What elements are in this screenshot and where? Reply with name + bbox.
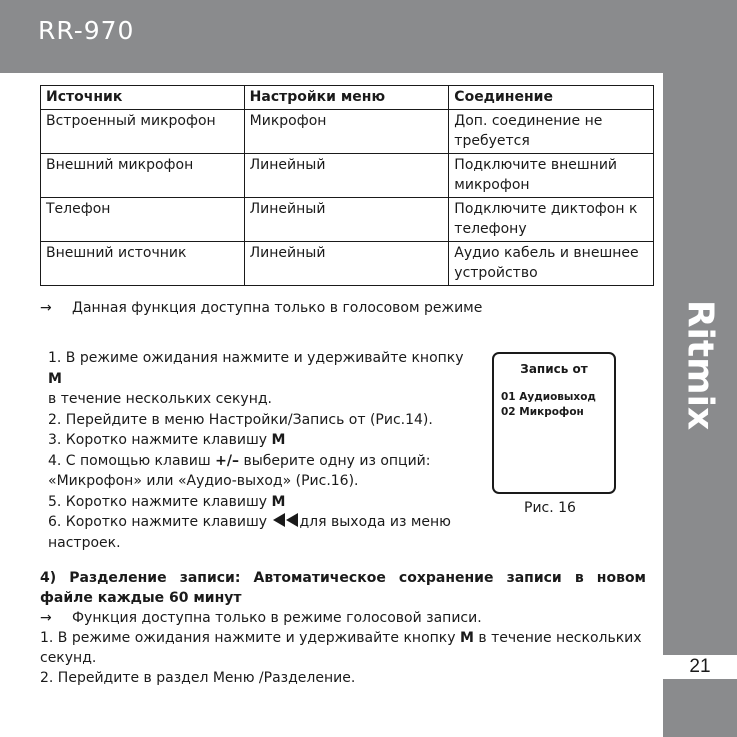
step-6: 6. Коротко нажмите клавишу для выхода из меню [48,514,451,530]
step-3: 3. Коротко нажмите клавишу M [48,432,286,448]
screen-option: 02 Микрофон [501,406,584,418]
source-table [40,85,654,286]
table-cell: Линейный [244,242,449,286]
screen-title: Запись от [520,362,588,376]
voice-mode-note [40,300,482,316]
step-5: 5. Коротко нажмите клавишу M [48,493,286,510]
model-title: RR-970 [38,16,135,45]
step-4-cont: «Микрофон» или «Аудио-выход» (Рис.16). [48,473,359,489]
table-cell: Микрофон [244,110,449,154]
step-1-cont: в течение нескольких секунд. [48,391,272,407]
table-row [41,110,654,154]
section-step-2: 2. Перейдите в раздел Меню /Разделение. [40,670,356,686]
key-m: M [271,432,286,448]
section-heading: 4) Разделение записи: Автоматическое сохранение записи в новом файле каждые 60 минут [40,570,646,606]
table-header-cell: Настройки меню [244,86,449,110]
device-screen-figure [492,352,616,494]
table-cell: Подключите внешний микрофон [449,154,654,198]
table-cell: Подключите диктофон к телефону [449,198,654,242]
arrow-icon: → [40,300,52,316]
table-cell: Аудио кабель и внешнее устройство [449,242,654,286]
table-cell: Внешний источник [41,242,245,286]
table-cell: Внешний микрофон [41,154,245,198]
table-header-cell: Источник [41,86,245,110]
note-text: Данная функция доступна только в голосовом режиме [72,300,483,316]
section-4 [40,568,646,688]
steps-list [48,348,478,553]
header-bar [0,0,737,73]
figure-caption: Рис. 16 [524,500,576,516]
page-number-box [663,655,737,679]
screen-option: 01 Аудиовыход [501,391,596,403]
key-m: M [459,630,474,646]
table-cell: Доп. соединение не требуется [449,110,654,154]
rewind-icon [272,513,300,527]
ritmix-logo: Ritmix [679,299,721,431]
step-2: 2. Перейдите в меню Настройки/Запись от (Рис.14). [48,411,433,428]
key-m: M [271,493,286,510]
table-cell: Линейный [244,198,449,242]
page-number: 21 [689,656,711,677]
table-header-row [41,86,654,110]
table-row [41,154,654,198]
step-4: 4. С помощью клавиш +/– выберите одну из опций: [48,452,431,469]
key-plus-minus: +/– [215,452,239,469]
step-1: 1. В режиме ожидания нажмите и удерживайте кнопку M [48,350,464,387]
arrow-icon: → [40,610,52,626]
key-m: M [48,370,62,387]
table-row [41,242,654,286]
section-note: → Функция доступна только в режиме голосовой записи. [40,610,482,626]
table-row [41,198,654,242]
step-6-cont: настроек. [48,534,121,551]
table-cell: Телефон [41,198,245,242]
table-cell: Встроенный микрофон [41,110,245,154]
section-step-1: 1. В режиме ожидания нажмите и удерживайте кнопку M в течение нескольких секунд. [40,630,642,666]
table-cell: Линейный [244,154,449,198]
table-header-cell: Соединение [449,86,654,110]
